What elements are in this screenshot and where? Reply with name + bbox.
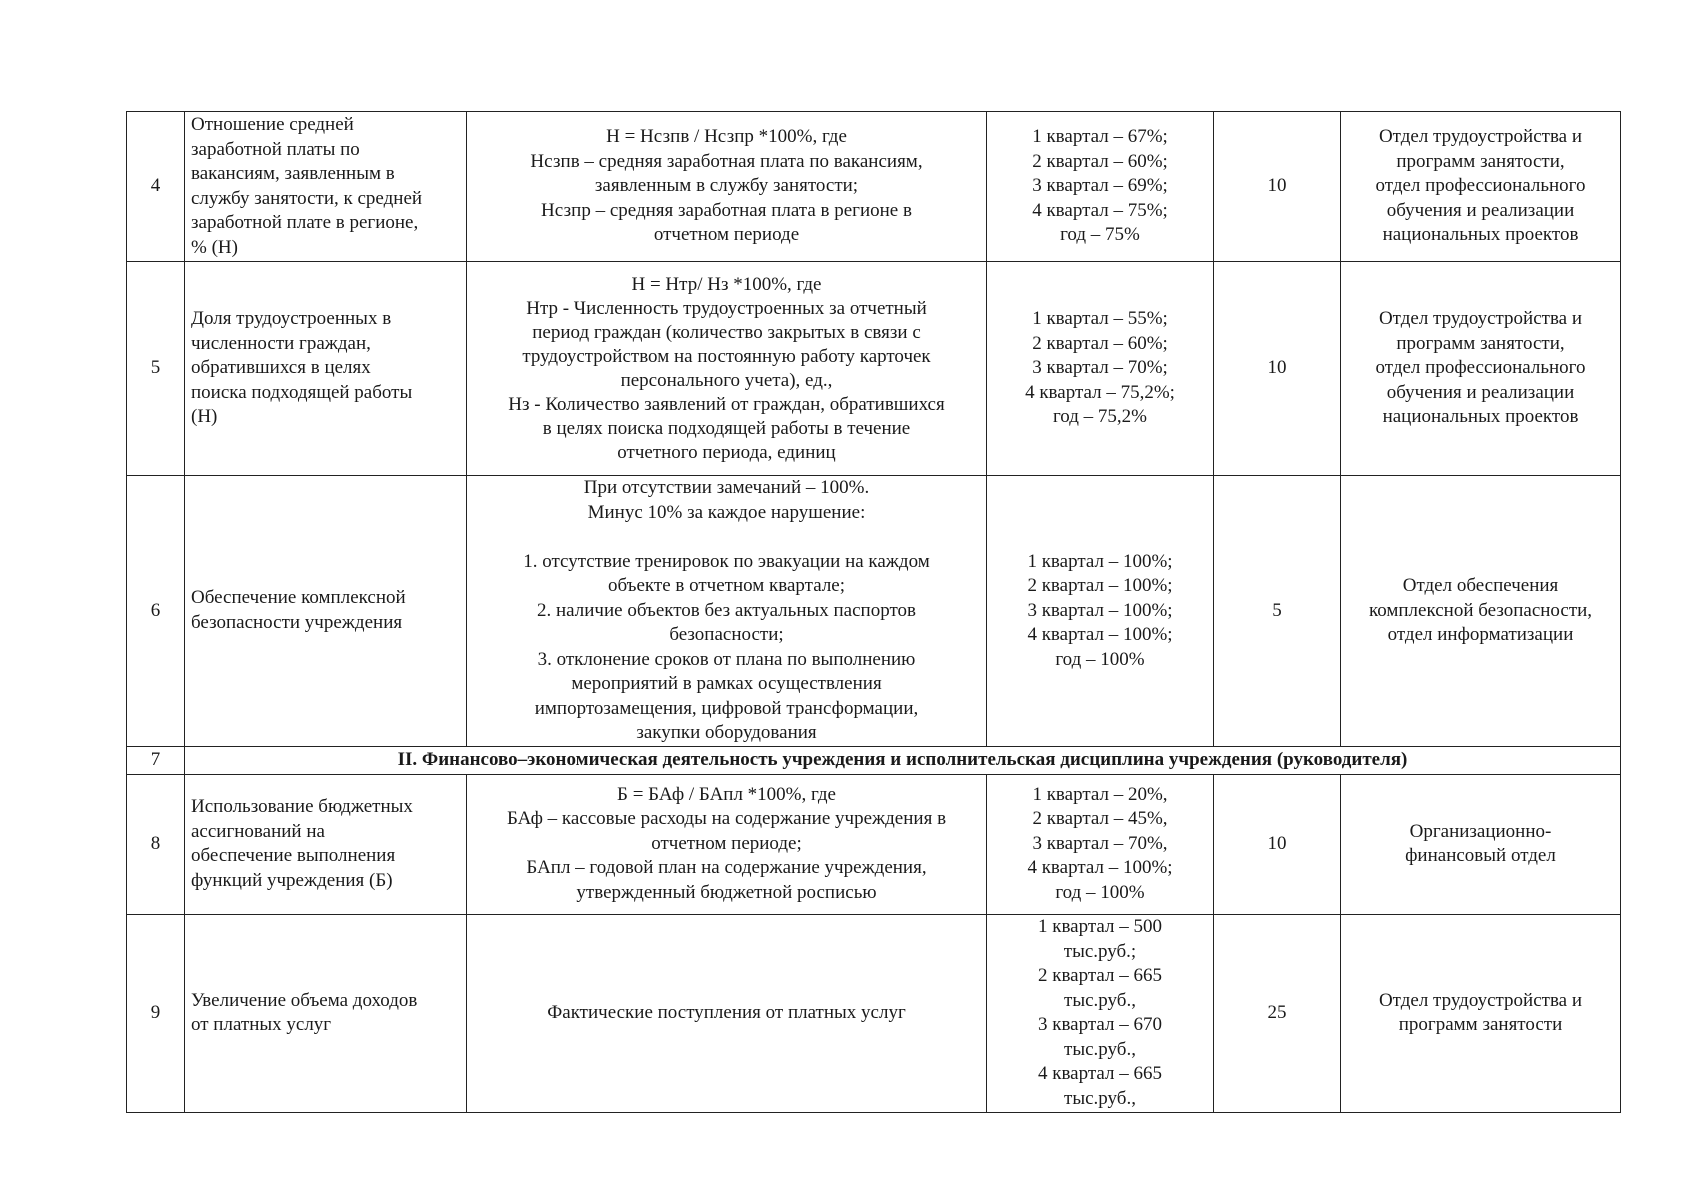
calculation-formula: Н = Нсзпв / Нсзпр *100%, где Нсзпв – средняя заработная плата по вакансиям, заявленным в службу занятости; Нсзпр – средняя заработная плата в регионе в отчетном периоде bbox=[467, 112, 987, 262]
row-number: 6 bbox=[127, 476, 185, 747]
row-number: 7 bbox=[127, 746, 185, 774]
indicator-name: Обеспечение комплексной безопасности учреждения bbox=[185, 476, 467, 747]
calculation-formula: Н = Нтр/ Нз *100%, где Нтр - Численность трудоустроенных за отчетный период граждан (количество закрытых в связи с трудоустройством на постоянную работу карточек персонального учета), ед., Нз - Количество заявлений от граждан, обратившихся в целях поиска подходящей работы в течение отчетного периода, единиц bbox=[467, 262, 987, 476]
target-values: 1 квартал – 67%; 2 квартал – 60%; 3 квартал – 69%; 4 квартал – 75%; год – 75% bbox=[987, 112, 1214, 262]
indicator-name: Увеличение объема доходов от платных услуг bbox=[185, 914, 467, 1112]
target-values: 1 квартал – 100%; 2 квартал – 100%; 3 квартал – 100%; 4 квартал – 100%; год – 100% bbox=[987, 476, 1214, 747]
target-values: 1 квартал – 55%; 2 квартал – 60%; 3 квартал – 70%; 4 квартал – 75,2%; год – 75,2% bbox=[987, 262, 1214, 476]
table-row-4 bbox=[127, 112, 1621, 262]
weight-value: 5 bbox=[1214, 476, 1341, 747]
weight-value: 25 bbox=[1214, 914, 1341, 1112]
target-values: 1 квартал – 500 тыс.руб.; 2 квартал – 665 тыс.руб., 3 квартал – 670 тыс.руб., 4 квартал – 665 тыс.руб., bbox=[987, 914, 1214, 1112]
row-number: 8 bbox=[127, 774, 185, 914]
calculation-formula: Б = БАф / БАпл *100%, где БАф – кассовые расходы на содержание учреждения в отчетном периоде; БАпл – годовой план на содержание учреждения, утвержденный бюджетной росписью bbox=[467, 774, 987, 914]
row-number: 4 bbox=[127, 112, 185, 262]
table-row-8 bbox=[127, 774, 1621, 914]
table-row-5 bbox=[127, 262, 1621, 476]
row-number: 9 bbox=[127, 914, 185, 1112]
responsible-department: Отдел обеспечения комплексной безопасности, отдел информатизации bbox=[1341, 476, 1621, 747]
row-number: 5 bbox=[127, 262, 185, 476]
responsible-department: Организационно- финансовый отдел bbox=[1341, 774, 1621, 914]
target-values: 1 квартал – 20%, 2 квартал – 45%, 3 квартал – 70%, 4 квартал – 100%; год – 100% bbox=[987, 774, 1214, 914]
indicator-name: Отношение средней заработной платы по вакансиям, заявленным в службу занятости, к средней заработной плате в регионе, % (Н) bbox=[185, 112, 467, 262]
responsible-department: Отдел трудоустройства и программ занятости, отдел профессионального обучения и реализации национальных проектов bbox=[1341, 112, 1621, 262]
section-title: II. Финансово–экономическая деятельность учреждения и исполнительская дисциплина учреждения (руководителя) bbox=[185, 746, 1621, 774]
weight-value: 10 bbox=[1214, 112, 1341, 262]
table-row-6 bbox=[127, 476, 1621, 747]
blank-line bbox=[473, 525, 980, 550]
responsible-department: Отдел трудоустройства и программ занятости bbox=[1341, 914, 1621, 1112]
weight-value: 10 bbox=[1214, 774, 1341, 914]
indicator-name: Использование бюджетных ассигнований на обеспечение выполнения функций учреждения (Б) bbox=[185, 774, 467, 914]
indicator-name: Доля трудоустроенных в численности граждан, обратившихся в целях поиска подходящей работы (Н) bbox=[185, 262, 467, 476]
calculation-formula: При отсутствии замечаний – 100%. Минус 10% за каждое нарушение: 1. отсутствие тренировок по эвакуации на каждом объекте в отчетном квартале; 2. наличие объектов без актуальных паспортов безопасности; 3. отклонение сроков от плана по выполнению мероприятий в рамках осуществления импортозамещения, цифровой трансформации, закупки оборудования bbox=[467, 476, 987, 747]
table-row-9 bbox=[127, 914, 1621, 1112]
kpi-table bbox=[126, 111, 1621, 1113]
responsible-department: Отдел трудоустройства и программ занятости, отдел профессионального обучения и реализации национальных проектов bbox=[1341, 262, 1621, 476]
weight-value: 10 bbox=[1214, 262, 1341, 476]
section-header-row bbox=[127, 746, 1621, 774]
calculation-formula: Фактические поступления от платных услуг bbox=[467, 914, 987, 1112]
